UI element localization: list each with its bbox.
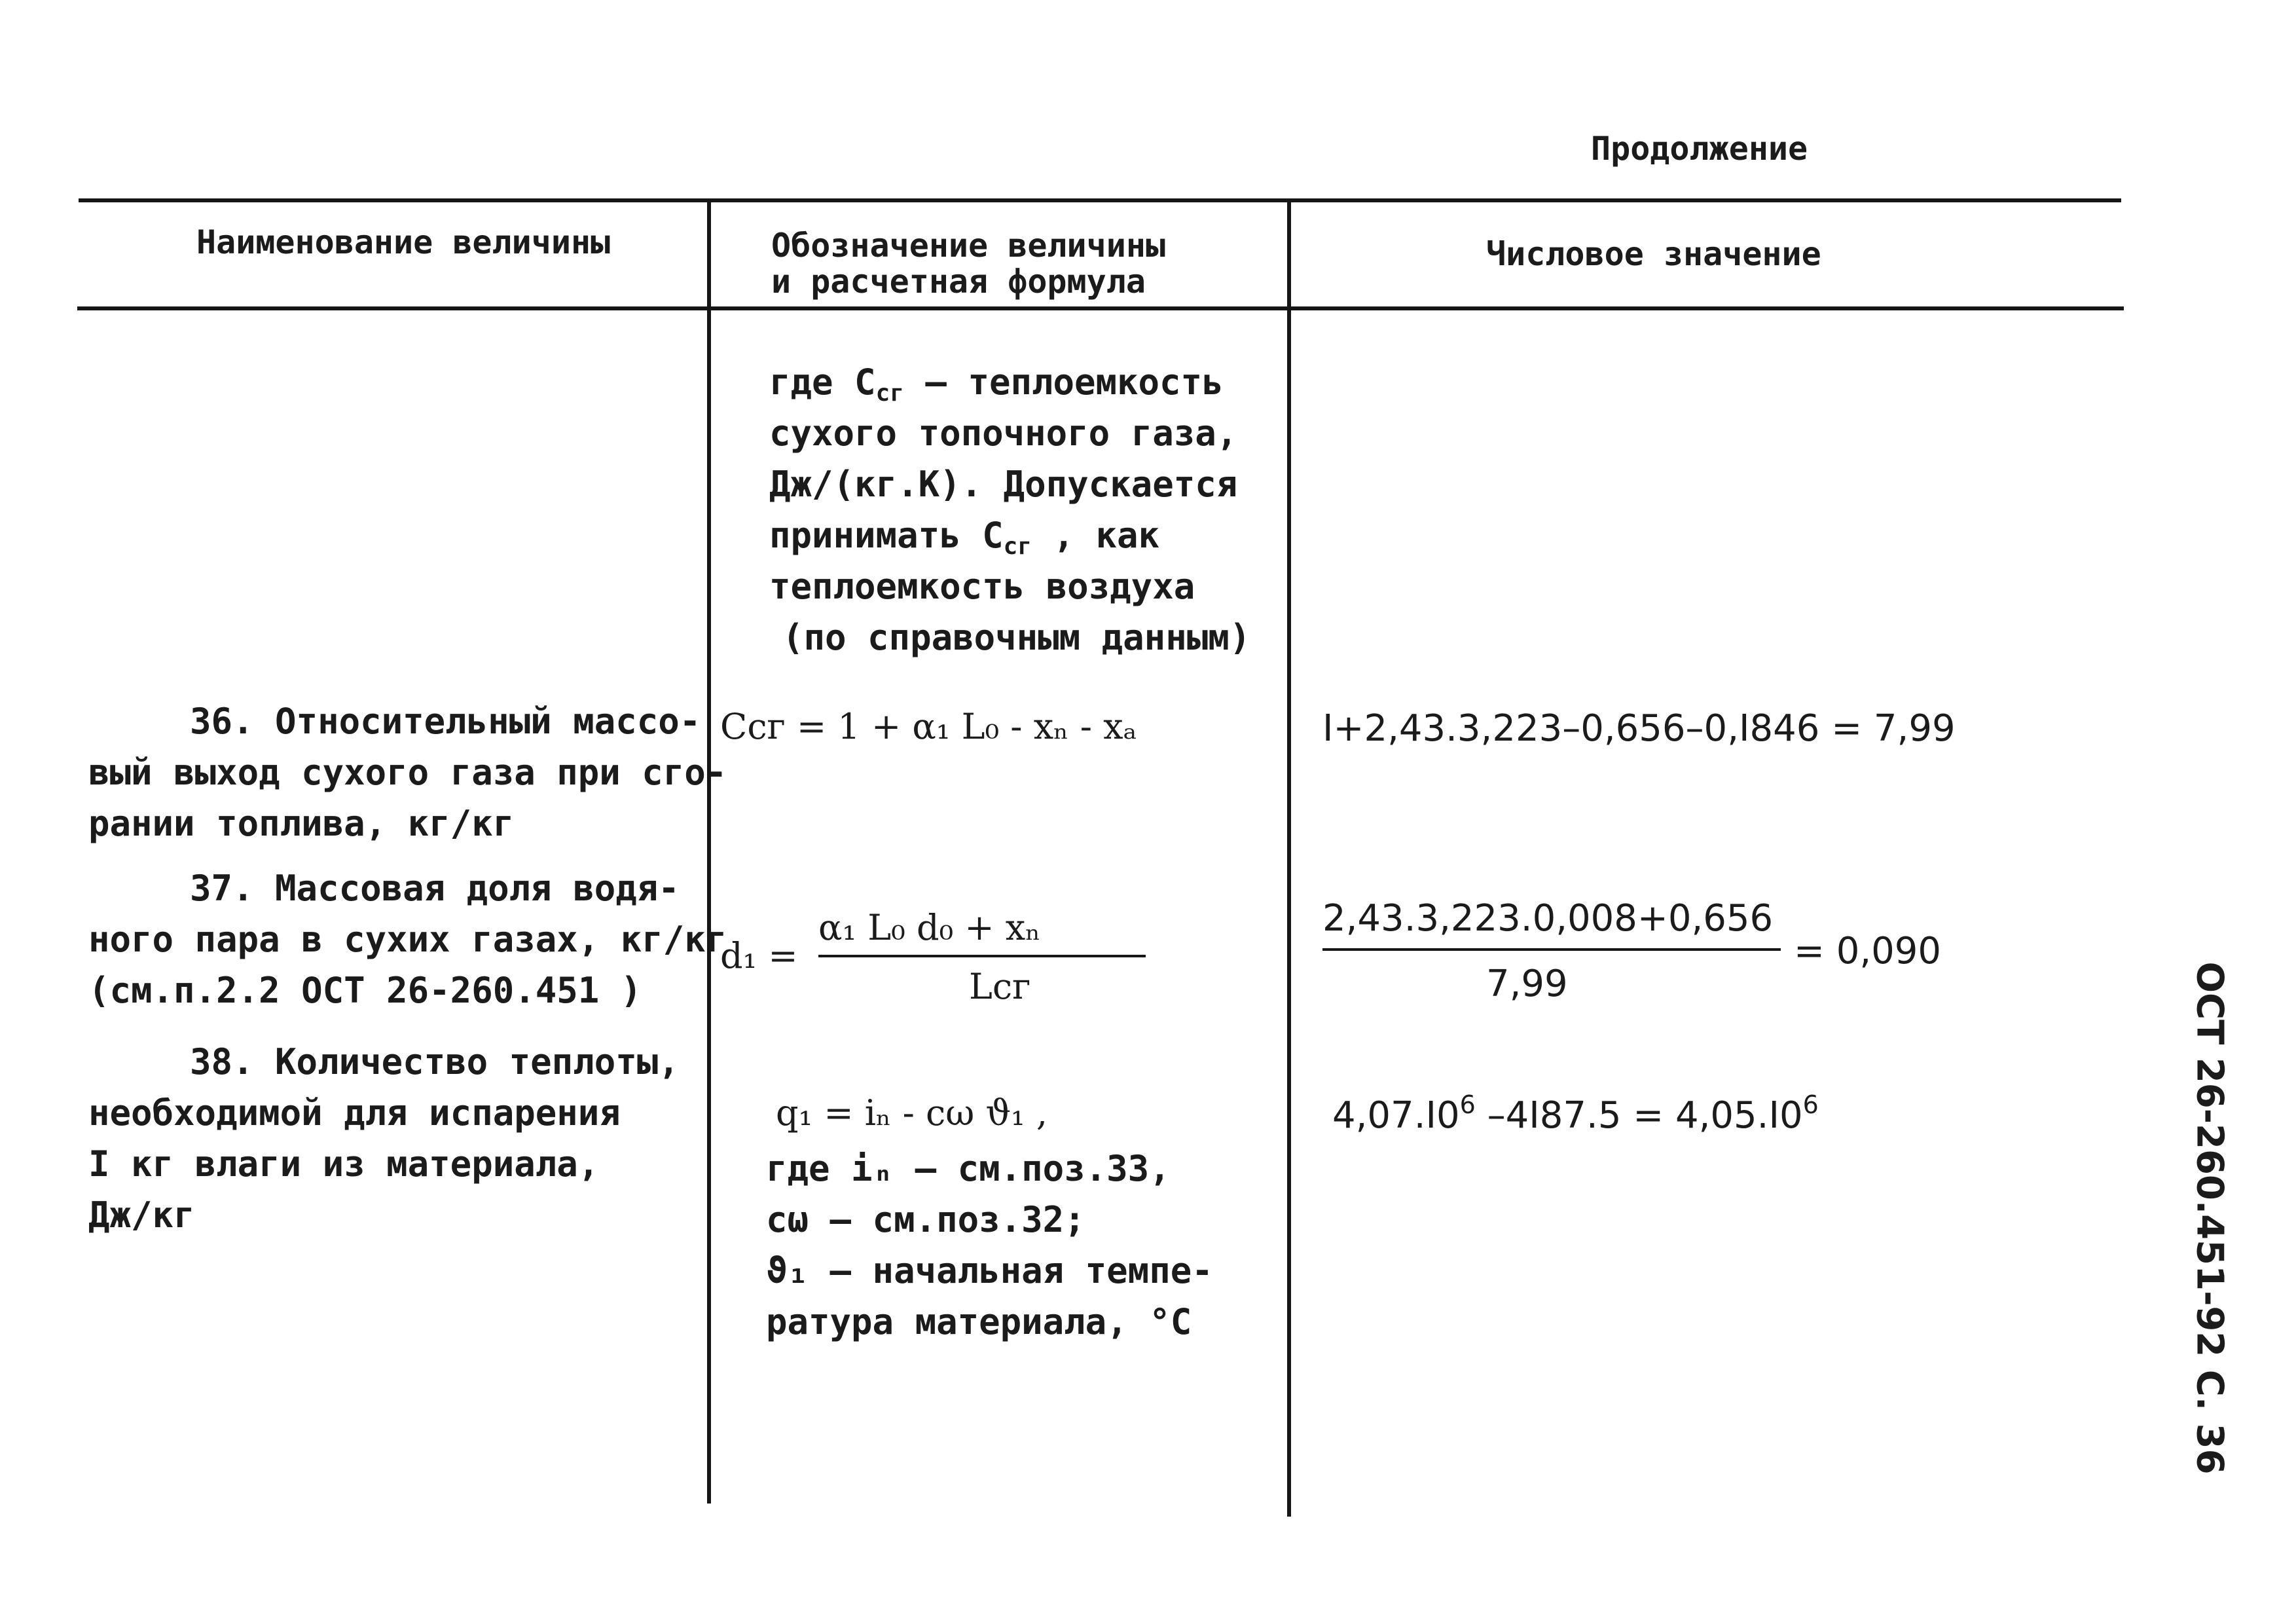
- row36-name-line1: 36. Относительный массо-: [190, 701, 701, 742]
- note-text: принимать C: [769, 515, 1004, 556]
- row37-name-line3: (см.п.2.2 ОСТ 26-260.451 ): [88, 970, 642, 1011]
- column-divider-1: [707, 200, 711, 1504]
- header-designation-line2: и расчетная формула: [771, 263, 1146, 301]
- row38-formula-line3: cω – см.поз.32;: [766, 1199, 1085, 1240]
- row36-name-line2: вый выход сухого газа при сго-: [88, 752, 727, 793]
- note-subscript: сг: [1003, 533, 1032, 560]
- row38-name-line3: I кг влаги из материала,: [88, 1143, 600, 1185]
- header-designation-line1: Обозначение величины: [771, 227, 1166, 265]
- continuation-label: Продолжение: [1591, 130, 1808, 168]
- note-subscript: сг: [875, 380, 904, 407]
- row37-value-denominator: 7,99: [1486, 963, 1568, 1005]
- row37-formula-lhs: d₁ =: [720, 935, 798, 976]
- row38-value-exponent-a: 6: [1459, 1090, 1476, 1119]
- row38-name-line4: Дж/кг: [88, 1194, 195, 1236]
- row37-name-line2: ного пара в сухих газах, кг/кг: [88, 919, 727, 960]
- row38-name-line2: необходимой для испарения: [88, 1092, 621, 1134]
- table-top-rule: [79, 198, 2121, 202]
- row37-value-fraction-bar: [1322, 948, 1781, 951]
- row36-value: I+2,43.3,223–0,656–0,I846 = 7,99: [1322, 707, 1956, 750]
- row38-formula-line1: q₁ = iₙ - cω ϑ₁ ,: [776, 1092, 1048, 1134]
- row37-formula-denominator: Lсг: [969, 966, 1031, 1007]
- note-text: где C: [769, 361, 876, 403]
- note-line-6: (по справочным данным): [782, 617, 1251, 658]
- note-line-2: сухого топочного газа,: [769, 413, 1238, 454]
- header-name: Наименование величины: [196, 223, 611, 261]
- header-bottom-rule: [77, 306, 2124, 310]
- row37-formula-numerator: α₁ L₀ d₀ + xₙ: [818, 907, 1041, 948]
- row37-value-numerator: 2,43.3,223.0,008+0,656: [1322, 897, 1774, 940]
- row36-formula: Cсг = 1 + α₁ L₀ - xₙ - xₐ: [720, 706, 1137, 747]
- row37-formula-fraction-bar: [818, 955, 1146, 957]
- row38-value: [1332, 1090, 1819, 1137]
- row38-formula-line4: ϑ₁ – начальная темпе-: [766, 1250, 1213, 1291]
- row37-value-result: = 0,090: [1794, 930, 1942, 972]
- row38-value-part-b: –4I87.5 = 4,05.I0: [1475, 1094, 1803, 1137]
- column-divider-2: [1287, 200, 1291, 1517]
- note-text: – теплоемкость: [903, 361, 1224, 403]
- note-text: , как: [1031, 515, 1160, 556]
- row37-name-line1: 37. Массовая доля водя-: [190, 868, 680, 909]
- row36-name-line3: рании топлива, кг/кг: [88, 803, 515, 844]
- row38-formula-line5: ратура материала, °C: [766, 1301, 1192, 1342]
- row38-formula-line2: где iₙ – см.поз.33,: [766, 1148, 1171, 1189]
- document-code-stamp: [2170, 956, 2249, 1480]
- note-line-3: Дж/(кг.К). Допускается: [769, 464, 1238, 505]
- document-code-text: ОСТ 26-260.451-92 С. 36: [2188, 961, 2231, 1475]
- row38-value-part-a: 4,07.I0: [1332, 1094, 1460, 1137]
- row38-value-exponent-b: 6: [1802, 1090, 1819, 1119]
- row38-name-line1: 38. Количество теплоты,: [190, 1041, 680, 1082]
- header-value: Числовое значение: [1486, 235, 1821, 273]
- note-line-5: теплоемкость воздуха: [769, 566, 1195, 607]
